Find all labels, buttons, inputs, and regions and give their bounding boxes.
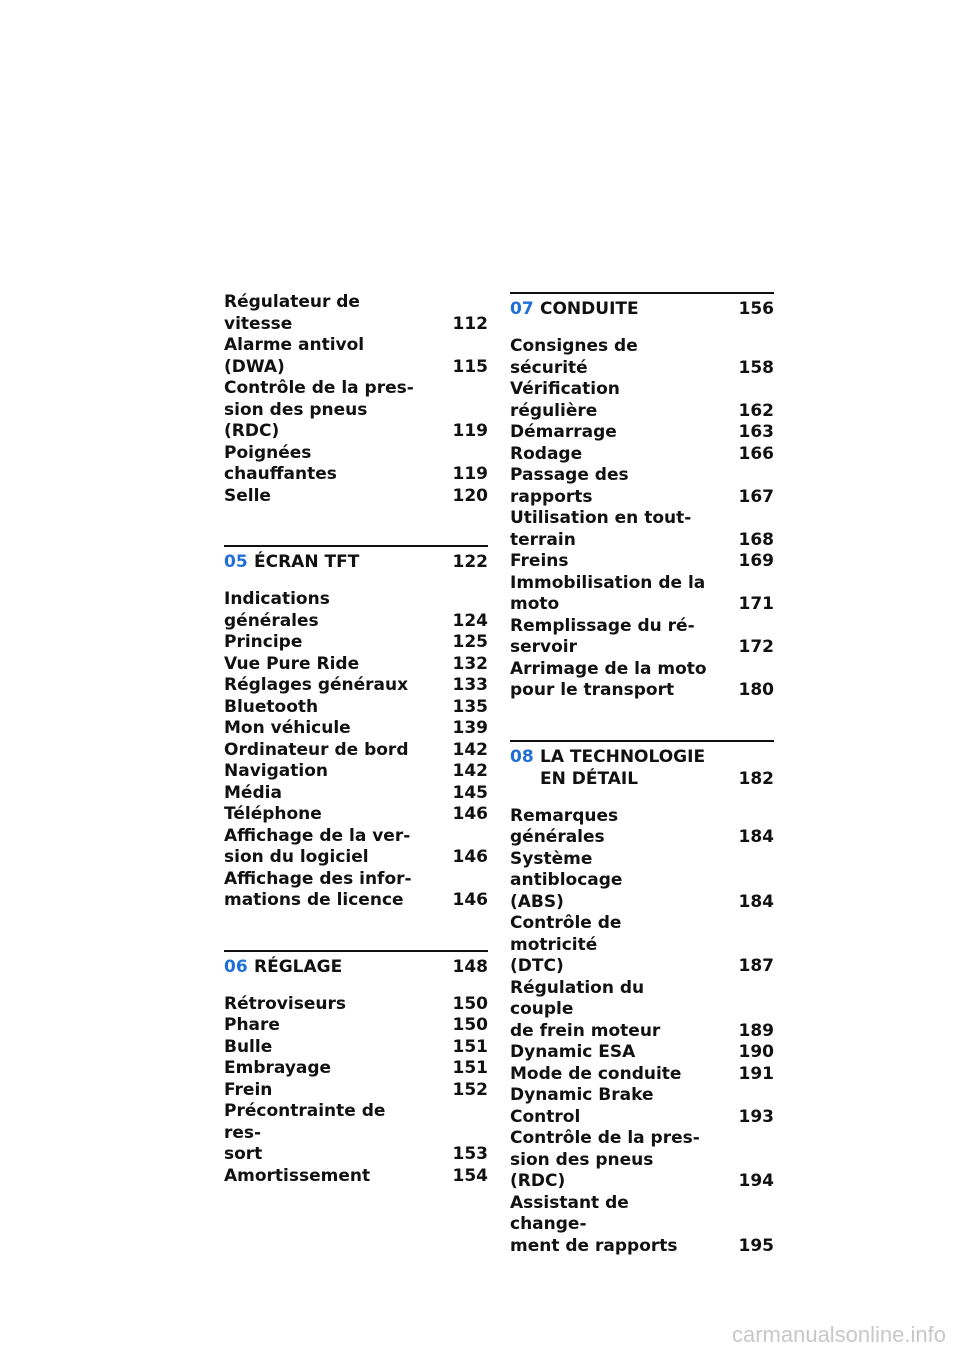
toc-entry-title: Alarme antivol (DWA) <box>224 335 365 377</box>
toc-entry-page: 115 <box>452 356 488 377</box>
toc-entry-title: Téléphone <box>224 804 322 824</box>
toc-entry-title: Rétroviseurs <box>224 993 346 1014</box>
toc-entry-systeme-antiblocage-abs[interactable] <box>510 849 774 914</box>
toc-entry-title: Système antiblocage (ABS) <box>510 848 623 912</box>
section-title: RÉGLAGE <box>254 956 343 977</box>
toc-entry-title: Arrimage de la moto pour le transport <box>510 658 707 700</box>
toc-entry-title: Selle <box>224 485 271 506</box>
toc-entry-title: Poignées chauffantes <box>224 442 337 484</box>
section-heading[interactable] <box>224 551 488 573</box>
toc-entry-page: 184 <box>738 891 774 912</box>
toc-entry-page: 190 <box>738 1042 774 1062</box>
toc-entry-page: 150 <box>452 1015 488 1035</box>
toc-entry-title: Dynamic ESA <box>510 1042 636 1062</box>
toc-entry-page: 135 <box>452 696 488 717</box>
toc-entry-title: Navigation <box>224 761 328 781</box>
section-page: 148 <box>452 956 488 977</box>
toc-entry-title: Consignes de sécurité <box>510 336 638 378</box>
toc-entry-page: 154 <box>452 1165 488 1186</box>
toc-entry-page: 150 <box>452 993 488 1014</box>
toc-entry-freins[interactable] <box>510 551 774 573</box>
toc-entry-regulateur-de-vitesse[interactable] <box>224 292 488 335</box>
toc-entry-title: Indications générales <box>224 589 330 631</box>
toc-entry-immobilisation-de-la-moto[interactable] <box>510 573 774 616</box>
toc-entry-page: 158 <box>738 357 774 378</box>
toc-entry-title: Ordinateur de bord <box>224 739 409 760</box>
toc-entry-page: 112 <box>452 313 488 334</box>
toc-entry-phare[interactable] <box>224 1015 488 1037</box>
toc-entry-selle[interactable] <box>224 486 488 508</box>
toc-entry-title: Phare <box>224 1015 280 1035</box>
toc-entry-bulle[interactable] <box>224 1037 488 1059</box>
toc-entry-title: Bulle <box>224 1036 273 1057</box>
toc-entry-assistant-de-change-ment-de-rapports[interactable] <box>510 1193 774 1258</box>
toc-entry-title: Embrayage <box>224 1058 332 1078</box>
toc-entry-remarques-generales[interactable] <box>510 806 774 849</box>
toc-entry-mon-vehicule[interactable] <box>224 718 488 740</box>
toc-entry-title: Immobilisation de la moto <box>510 572 706 614</box>
section-title: CONDUITE <box>540 299 639 319</box>
section-number: 06 <box>224 956 248 977</box>
toc-entry-page: 125 <box>452 632 488 652</box>
toc-entry-page: 145 <box>452 782 488 803</box>
toc-entry-dynamic-brake-control[interactable] <box>510 1085 774 1128</box>
section-page: 182 <box>738 768 774 789</box>
toc-entry-title: Remplissage du ré- servoir <box>510 615 695 657</box>
toc-entry-page: 120 <box>452 485 488 506</box>
section-number: 08 <box>510 746 534 767</box>
toc-entry-regulation-du-couple-de-frein-moteur[interactable] <box>510 978 774 1043</box>
toc-entry-affichage-de-la-ver-sion-du-logiciel[interactable] <box>224 826 488 869</box>
toc-entry-page: 166 <box>738 443 774 464</box>
toc-entry-principe[interactable] <box>224 632 488 654</box>
toc-entry-page: 142 <box>452 761 488 781</box>
section-divider <box>224 545 488 547</box>
toc-entry-ordinateur-de-bord[interactable] <box>224 740 488 762</box>
toc-entry-page: 119 <box>452 464 488 484</box>
toc-entry-title: Contrôle de la pres- sion des pneus (RDC) <box>510 1128 700 1191</box>
toc-entry-page: 139 <box>452 718 488 738</box>
toc-entry-page: 163 <box>738 422 774 442</box>
toc-entry-bluetooth[interactable] <box>224 697 488 719</box>
toc-entry-title: Contrôle de la pres- sion des pneus (RDC) <box>224 378 414 441</box>
toc-entry-consignes-de-securite[interactable] <box>510 336 774 379</box>
section-page: 122 <box>452 552 488 572</box>
section-heading[interactable] <box>510 746 774 790</box>
toc-entry-title: Mon véhicule <box>224 718 351 738</box>
toc-entry-title: Frein <box>224 1079 273 1100</box>
toc-entry-title: Régulation du couple de frein moteur <box>510 977 661 1041</box>
toc-entry-page: 151 <box>452 1036 488 1057</box>
section-title: ÉCRAN TFT <box>254 552 360 572</box>
toc-entry-title: Utilisation en tout- terrain <box>510 508 692 550</box>
toc-entry-affichage-des-infor-mations-de-licence[interactable] <box>224 869 488 912</box>
toc-entry-title: Vue Pure Ride <box>224 653 360 674</box>
toc-entry-page: 169 <box>738 551 774 571</box>
toc-entry-page: 193 <box>738 1106 774 1127</box>
toc-entry-controle-de-la-pres-sion-des-pneus-rdc[interactable] <box>510 1128 774 1193</box>
toc-entry-title: Contrôle de motricité (DTC) <box>510 913 622 976</box>
toc-entry-frein[interactable] <box>224 1080 488 1102</box>
toc-entry-page: 195 <box>738 1235 774 1256</box>
toc-entry-page: 189 <box>738 1020 774 1041</box>
toc-continuation-group <box>224 292 488 507</box>
toc-entry-amortissement[interactable] <box>224 1166 488 1188</box>
toc-entry-page: 194 <box>738 1171 774 1191</box>
section-title: LA TECHNOLOGIE EN DÉTAIL <box>540 746 706 789</box>
toc-section-05 <box>224 545 488 912</box>
section-divider <box>224 950 488 952</box>
toc-entry-page: 151 <box>452 1058 488 1078</box>
toc-right-column <box>510 292 774 1257</box>
toc-entry-title: Réglages généraux <box>224 675 409 695</box>
toc-section-07 <box>510 292 774 702</box>
toc-entry-page: 142 <box>452 739 488 760</box>
toc-entry-mode-de-conduite[interactable] <box>510 1064 774 1086</box>
toc-entry-telephone[interactable] <box>224 804 488 826</box>
toc-entry-title: Média <box>224 782 282 803</box>
section-divider <box>510 740 774 742</box>
toc-entry-page: 184 <box>738 827 774 847</box>
toc-section-08 <box>510 740 774 1258</box>
toc-entry-precontrainte-de-res-sort[interactable] <box>224 1101 488 1166</box>
toc-entry-page: 171 <box>738 594 774 614</box>
toc-entry-vue-pure-ride[interactable] <box>224 654 488 676</box>
section-heading[interactable] <box>224 956 488 978</box>
toc-entry-title: Démarrage <box>510 422 617 442</box>
toc-entry-dynamic-esa[interactable] <box>510 1042 774 1064</box>
toc-entry-alarme-antivol-dwa[interactable] <box>224 335 488 378</box>
toc-entry-page: 162 <box>738 400 774 421</box>
toc-entry-page: 132 <box>452 653 488 674</box>
toc-entry-page: 167 <box>738 486 774 507</box>
section-divider <box>510 292 774 294</box>
toc-entry-title: Assistant de change- ment de rapports <box>510 1192 678 1256</box>
watermark: carmanualsonline.info <box>731 1322 946 1347</box>
toc-entry-page: 153 <box>452 1144 488 1164</box>
toc-entry-page: 168 <box>738 529 774 550</box>
toc-entry-title: Affichage de la ver- sion du logiciel <box>224 825 411 867</box>
section-page: 156 <box>738 299 774 319</box>
section-heading[interactable] <box>510 298 774 320</box>
toc-entry-arrimage-de-la-moto-pour-le-transport[interactable] <box>510 659 774 702</box>
toc-entry-title: Rodage <box>510 443 583 464</box>
toc-entry-title: Précontrainte de res- sort <box>224 1101 386 1164</box>
toc-entry-title: Amortissement <box>224 1165 371 1186</box>
toc-entry-demarrage[interactable] <box>510 422 774 444</box>
toc-entry-media[interactable] <box>224 783 488 805</box>
toc-entry-title: Affichage des infor- mations de licence <box>224 868 412 910</box>
toc-entry-title: Passage des rapports <box>510 465 629 507</box>
toc-entry-utilisation-en-tout-terrain[interactable] <box>510 508 774 551</box>
toc-entry-retroviseurs[interactable] <box>224 994 488 1016</box>
toc-entry-controle-de-la-pres-sion-des-pneus-rdc[interactable] <box>224 378 488 443</box>
toc-entry-title: Dynamic Brake Control <box>510 1085 654 1127</box>
toc-entry-title: Régulateur de vitesse <box>224 292 360 334</box>
toc-entry-page: 119 <box>452 421 488 441</box>
toc-entry-controle-de-motricite-dtc[interactable] <box>510 913 774 978</box>
toc-entry-embrayage[interactable] <box>224 1058 488 1080</box>
toc-entry-page: 191 <box>738 1063 774 1084</box>
toc-entry-title: Mode de conduite <box>510 1063 682 1084</box>
toc-entry-indications-generales[interactable] <box>224 589 488 632</box>
toc-section-06 <box>224 950 488 1188</box>
toc-left-column <box>224 292 488 1187</box>
toc-entry-page: 172 <box>738 637 774 657</box>
toc-entry-page: 146 <box>452 847 488 867</box>
toc-entry-poignees-chauffantes[interactable] <box>224 443 488 486</box>
toc-entry-page: 124 <box>452 610 488 631</box>
toc-entry-title: Remarques générales <box>510 805 619 847</box>
toc-entry-title: Principe <box>224 632 303 652</box>
section-number: 05 <box>224 552 248 572</box>
section-number: 07 <box>510 299 534 319</box>
toc-entry-passage-des-rapports[interactable] <box>510 465 774 508</box>
toc-entry-navigation[interactable] <box>224 761 488 783</box>
toc-entry-page: 152 <box>452 1079 488 1100</box>
toc-entry-title: Freins <box>510 551 569 571</box>
toc-entry-reglages-generaux[interactable] <box>224 675 488 697</box>
toc-entry-page: 187 <box>738 956 774 976</box>
toc-entry-title: Bluetooth <box>224 696 319 717</box>
toc-entry-title: Vérification régulière <box>510 379 620 421</box>
toc-entry-remplissage-du-re-servoir[interactable] <box>510 616 774 659</box>
toc-entry-page: 133 <box>452 675 488 695</box>
toc-entry-rodage[interactable] <box>510 444 774 466</box>
toc-entry-page: 146 <box>452 890 488 910</box>
toc-entry-page: 146 <box>452 804 488 824</box>
toc-entry-page: 180 <box>738 680 774 700</box>
toc-entry-verification-reguliere[interactable] <box>510 379 774 422</box>
